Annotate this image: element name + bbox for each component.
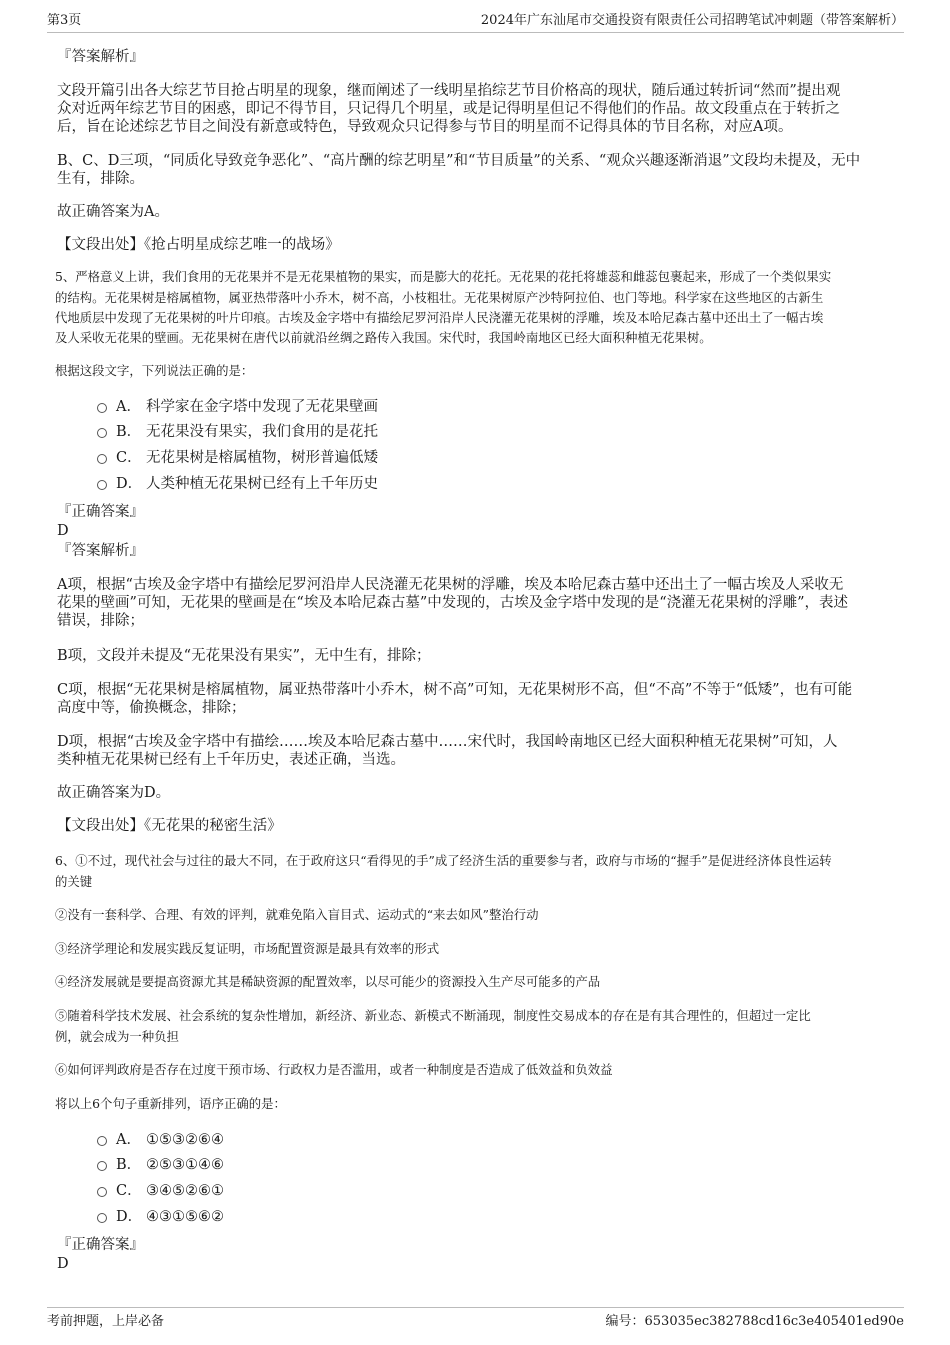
option-letter: D． xyxy=(116,1209,143,1225)
option-text: ④③①⑤⑥② xyxy=(146,1209,224,1225)
option-b[interactable] xyxy=(97,423,378,441)
source-citation: 【文段出处】《无花果的秘密生活》 xyxy=(57,818,282,834)
question-stem-line: 的结构。无花果树是榕属植物，属亚热带落叶小乔木，树不高，小枝粗壮。无花果树原产沙特阿拉伯、也门等地。科学家在这些地区的古新生 xyxy=(55,290,824,305)
answer-label: 『正确答案』 xyxy=(57,1237,144,1253)
document-code: 编号：653035ec382788cd16c3e405401ed90e xyxy=(605,1314,904,1329)
correct-answer: D xyxy=(57,523,69,539)
exclusion-line: 生有，排除。 xyxy=(57,171,144,187)
analysis-label: 『答案解析』 xyxy=(57,49,144,65)
question-stem-line: 代地质层中发现了无花果树的叶片印痕。古埃及金字塔中有描绘尼罗河沿岸人民浇灌无花果树的浮雕，埃及本哈尼森古墓中还出土了一幅古埃 xyxy=(55,310,824,325)
radio-icon[interactable] xyxy=(97,1161,107,1171)
conclusion: 故正确答案为A。 xyxy=(57,204,169,220)
question-stem-line: 5、严格意义上讲，我们食用的无花果并不是无花果植物的果实，而是膨大的花托。无花果的花托将雄蕊和雌蕊包裹起来，形成了一个类似果实 xyxy=(55,269,832,284)
option-text: ②⑤③①④⑥ xyxy=(146,1157,224,1173)
radio-icon[interactable] xyxy=(97,1136,107,1146)
document-title: 2024年广东汕尾市交通投资有限责任公司招聘笔试冲刺题（带答案解析） xyxy=(480,13,904,28)
option-b[interactable] xyxy=(97,1156,224,1174)
option-text: ①⑤③②⑥④ xyxy=(146,1132,224,1148)
question-prompt: 根据这段文字，下列说法正确的是： xyxy=(55,363,254,378)
sentence-6: ⑥如何评判政府是否存在过度干预市场、行政权力是否滥用，或者一种制度是否造成了低效益和负效益 xyxy=(55,1062,613,1077)
sentence-5-line: ⑤随着科学技术发展、社会系统的复杂性增加，新经济、新业态、新模式不断涌现，制度性交易成本的存在是有其合理性的，但超过一定比 xyxy=(55,1008,811,1023)
option-c[interactable] xyxy=(97,1182,224,1200)
option-letter: D． xyxy=(116,476,143,492)
analysis-line: 文段开篇引出各大综艺节目抢占明星的现象，继而阐述了一线明星掐综艺节目价格高的现状，随后通过转折词“然而”提出观 xyxy=(57,83,841,99)
question-prompt: 将以上6个句子重新排列，语序正确的是： xyxy=(55,1096,286,1111)
option-a[interactable] xyxy=(97,1131,224,1149)
radio-icon[interactable] xyxy=(97,428,107,438)
option-letter: A． xyxy=(116,1132,141,1148)
option-text: 科学家在金字塔中发现了无花果壁画 xyxy=(146,399,378,415)
analysis-label: 『答案解析』 xyxy=(57,543,144,559)
radio-icon[interactable] xyxy=(97,454,107,464)
option-text: ③④⑤②⑥① xyxy=(146,1183,224,1199)
sentence-3: ③经济学理论和发展实践反复证明，市场配置资源是最具有效率的形式 xyxy=(55,941,440,956)
page-number: 第3页 xyxy=(47,13,82,28)
option-c[interactable] xyxy=(97,449,378,467)
radio-icon[interactable] xyxy=(97,1187,107,1197)
option-a[interactable] xyxy=(97,398,378,416)
option-letter: B． xyxy=(116,424,142,440)
analysis-line: 类种植无花果树已经有上千年历史，表述正确，当选。 xyxy=(57,752,405,768)
sentence-5-line: 例，就会成为一种负担 xyxy=(55,1029,179,1044)
conclusion: 故正确答案为D。 xyxy=(57,785,171,801)
option-text: 人类种植无花果树已经有上千年历史 xyxy=(146,476,378,492)
exclusion-line: B、C、D三项，“同质化导致竞争恶化”、“高片酬的综艺明星”和“节目质量”的关系、“观众兴趣逐渐消退”文段均未提及，无中 xyxy=(57,153,861,169)
analysis-line: A项，根据“古埃及金字塔中有描绘尼罗河沿岸人民浇灌无花果树的浮雕，埃及本哈尼森古墓中还出土了一幅古埃及人采收无 xyxy=(57,577,844,593)
footer-slogan: 考前押题，上岸必备 xyxy=(47,1314,165,1329)
analysis-line: 错误，排除； xyxy=(57,613,144,629)
option-letter: C． xyxy=(116,450,142,466)
question-stem-line: 的关键 xyxy=(55,874,93,889)
option-letter: A． xyxy=(116,399,141,415)
question-stem-line: 及人采收无花果的壁画。无花果树在唐代以前就沿丝绸之路传入我国。宋代时，我国岭南地区已经大面积种植无花果树。 xyxy=(55,330,712,345)
option-text: 无花果没有果实，我们食用的是花托 xyxy=(146,424,378,440)
option-d[interactable] xyxy=(97,475,378,493)
correct-answer: D xyxy=(57,1256,69,1272)
analysis-line: 花果的壁画”可知，无花果的壁画是在“埃及本哈尼森古墓”中发现的，古埃及金字塔中发现的是“浇灌无花果树的浮雕”，表述 xyxy=(57,595,849,611)
analysis-line: 后，旨在论述综艺节目之间没有新意或特色，导致观众只记得参与节目的明星而不记得具体的节目名称，对应A项。 xyxy=(57,119,793,135)
analysis-line: 众对近两年综艺节目的困惑，即记不得节目，只记得几个明星，或是记得明星但记不得他们的作品。故文段重点在于转折之 xyxy=(57,101,840,117)
radio-icon[interactable] xyxy=(97,403,107,413)
option-letter: C． xyxy=(116,1183,142,1199)
answer-label: 『正确答案』 xyxy=(57,504,144,520)
analysis-line: C项，根据“无花果树是榕属植物，属亚热带落叶小乔木，树不高”可知，无花果树形不高，但“不高”不等于“低矮”，也有可能 xyxy=(57,682,853,698)
radio-icon[interactable] xyxy=(97,480,107,490)
radio-icon[interactable] xyxy=(97,1213,107,1223)
analysis-line: B项，文段并未提及“无花果没有果实”，无中生有，排除； xyxy=(57,648,431,664)
option-d[interactable] xyxy=(97,1208,224,1226)
question-stem-line: 6、①不过，现代社会与过往的最大不同，在于政府这只“看得见的手”成了经济生活的重要参与者，政府与市场的“握手”是促进经济体良性运转 xyxy=(55,853,832,868)
page-header xyxy=(47,10,904,33)
sentence-2: ②没有一套科学、合理、有效的评判，就难免陷入盲目式、运动式的“来去如风”整治行动 xyxy=(55,907,539,922)
option-text: 无花果树是榕属植物，树形普遍低矮 xyxy=(146,450,378,466)
option-letter: B． xyxy=(116,1157,142,1173)
analysis-line: D项，根据“古埃及金字塔中有描绘……埃及本哈尼森古墓中……宋代时，我国岭南地区已经大面积种植无花果树”可知，人 xyxy=(57,734,838,750)
page-footer xyxy=(47,1307,904,1330)
sentence-4: ④经济发展就是要提高资源尤其是稀缺资源的配置效率，以尽可能少的资源投入生产尽可能多的产品 xyxy=(55,974,601,989)
source-citation: 【文段出处】《抢占明星成综艺唯一的战场》 xyxy=(57,237,340,253)
analysis-line: 高度中等，偷换概念，排除； xyxy=(57,700,246,716)
